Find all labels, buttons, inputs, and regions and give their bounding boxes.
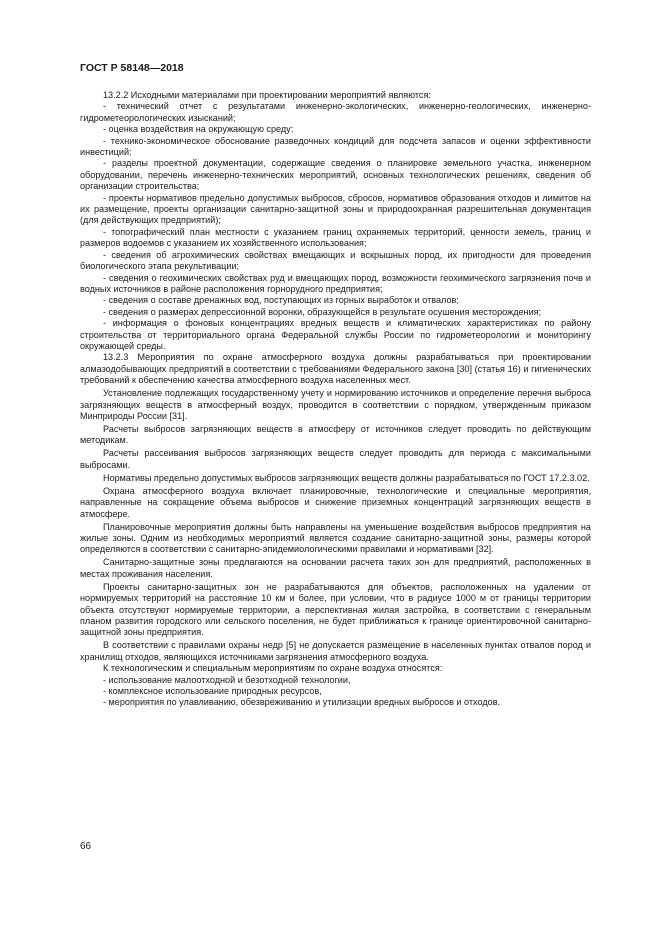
paragraph: Охрана атмосферного воздуха включает планировочные, технологические и специальные мероприятия, направленные на сокращение объема выбросов и снижение приземных концентраций загрязняющих веществ в атмосфере.	[80, 485, 591, 519]
page-number: 66	[80, 841, 92, 852]
list-item: - сведения об агрохимических свойствах вмещающих и вскрышных пород, их пригодности для проведения биологического этапа рекультивации;	[80, 249, 591, 272]
list-item: - топографический план местности с указанием границ охраняемых территорий, ценности земель, границ и размеров водоемов с указанием их хозяйственного использования;	[80, 226, 591, 249]
list-item: - оценка воздействия на окружающую среду;	[103, 124, 294, 135]
list-item: - технико-экономическое обоснование разведочных кондиций для подсчета запасов и оценки эффективности инвестиций;	[80, 135, 591, 158]
list-item: - использование малоотходной и безотходной технологии,	[103, 674, 351, 685]
document-body	[80, 90, 591, 709]
paragraph: Расчеты рассеивания выбросов загрязняющих веществ следует проводить для периода с максимальными выбросами.	[80, 448, 591, 470]
paragraph: Санитарно-защитные зоны предлагаются на основании расчета таких зон для предприятий, расположенных в местах проживания населения.	[80, 557, 591, 579]
list-item: - информация о фоновых концентрациях вредных веществ и климатических характеристиках по району строительства от территориального органа Федеральной службы России по гидрометеорологии и мониторингу окружающей среды.	[80, 318, 591, 351]
list-item: - мероприятия по улавливанию, обезвреживанию и утилизации вредных выбросов и отходов.	[103, 697, 501, 708]
list-item: - сведения о составе дренажных вод, поступающих из горных выработок и отвалов;	[103, 295, 459, 306]
list-item: - комплексное использование природных ресурсов,	[103, 686, 322, 697]
paragraph: 13.2.2 Исходными материалами при проектировании мероприятий являются:	[103, 90, 431, 100]
document-header: ГОСТ Р 58148—2018	[80, 62, 184, 74]
list-item: - сведения о размерах депрессионной воронки, образующейся в результате осушения месторождения;	[103, 306, 542, 317]
paragraph: В соответствии с правилами охраны недр [5] не допускается размещение в населенных пунктах отвалов пород и хранилищ отходов, являющихся источниками загрязнения атмосферного воздуха.	[80, 640, 591, 662]
paragraph: Расчеты выбросов загрязняющих веществ в атмосферу от источников следует проводить по действующим методикам.	[80, 423, 591, 446]
paragraph: 13.2.3 Мероприятия по охране атмосферного воздуха должны разрабатываться при проектировании алмазодобывающих предприятий в соответствии с требованиями Федерального закона [30] (статья 16) и гигиенических требований к обеспечению качества атмосферного воздуха населенных мест.	[80, 352, 591, 386]
paragraph: Установление подлежащих государственному учету и нормированию источников и определение перечня выброса загрязняющих веществ в атмосферный воздух, проводится в соответствии с порядком, утвержденным приказом Минприроды России [31].	[80, 388, 591, 421]
list-item: - сведения о геохимических свойствах руд и вмещающих пород, возможности геохимического загрязнения почв и водных источников в районе расположения горнорудного предприятия;	[80, 272, 591, 294]
list-item: - технический отчет с результатами инженерно-экологических, инженерно-геологических, инженерно- гидрометеорологических изысканий;	[80, 101, 591, 123]
paragraph: Планировочные мероприятия должны быть направлены на уменьшение воздействия выбросов предприятия на жилые зоны. Одним из необходимых мероприятий является создание санитарно-защитной зоны, размеры которой определяются в соответствии с санитарно-эпидемиологическими правилами и нормативами [32].	[80, 521, 591, 555]
paragraph: К технологическим и специальным мероприятиям по охране воздуха относятся:	[103, 663, 443, 674]
list-item: - разделы проектной документации, содержащие сведения о планировке земельного участка, инженерном оборудовании, перечень инженерно-технических мероприятий, основных технологических решениях, сведения об организации строительства;	[80, 158, 591, 192]
paragraph: Нормативы предельно допустимых выбросов загрязняющих веществ должны разрабатываться по ГОСТ 17.2.3.02.	[103, 472, 590, 483]
list-item: - проекты нормативов предельно допустимых выбросов, сбросов, нормативов образования отходов и лимитов на их размещение, проекты организации санитарно-защитной зоны и природоохранная разрешительная документация (для действующих предприятий);	[80, 192, 591, 226]
paragraph: Проекты санитарно-защитных зон не разрабатываются для объектов, расположенных на удалении от нормируемых территорий на расстояние 10 км и более, при условии, что в радиусе 1000 м от границы территории объекта отсутствуют нормируемые территории, а перспективная жилая застройка, в соответствии с генеральным планом развития городского или сельского поселения, не будет приближаться к границе ориентировочной санитарно-защитной зоны предприятия.	[80, 581, 591, 638]
